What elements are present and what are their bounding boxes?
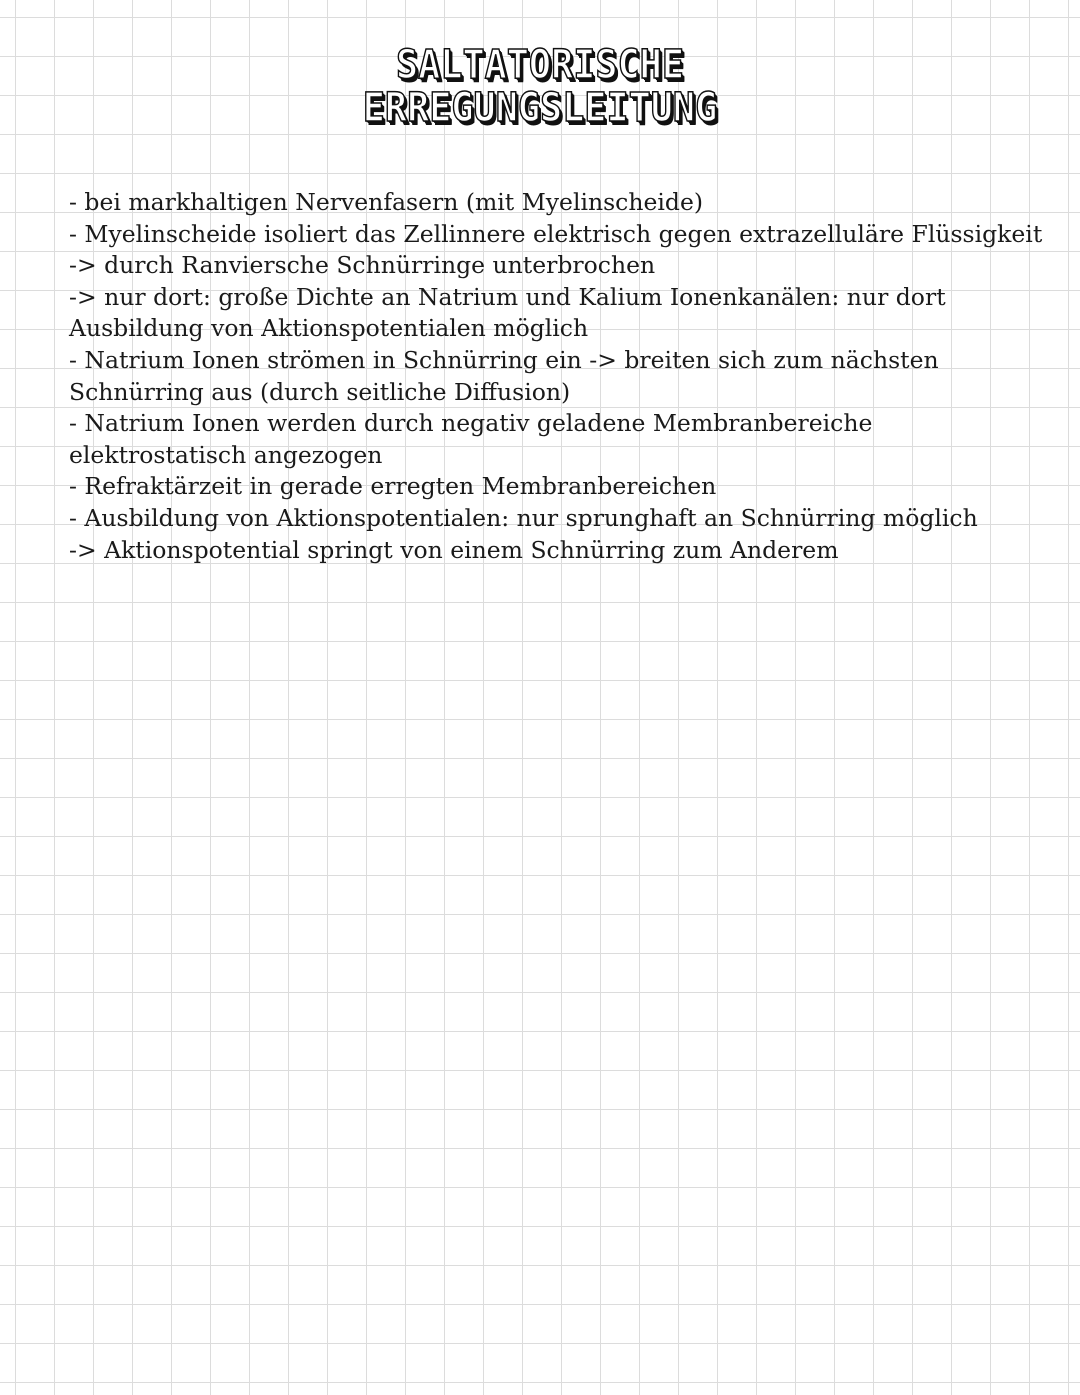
note-line: -> nur dort: große Dichte an Natrium und Kalium Ionenkanälen: nur dort bbox=[69, 282, 946, 311]
note-line: Ausbildung von Aktionspotentialen möglich bbox=[69, 314, 589, 343]
note-line: - Myelinscheide isoliert das Zellinnere elektrisch gegen extrazelluläre Flüssigkeit bbox=[69, 219, 1043, 248]
title-line-2: ERREGUNGSLEITUNG bbox=[362, 85, 718, 131]
note-line: -> durch Ranviersche Schnürringe unterbrochen bbox=[69, 251, 656, 280]
note-line: - Natrium Ionen werden durch negativ geladene Membranbereiche bbox=[69, 409, 873, 438]
title-line-1: SALTATORISCHE bbox=[395, 42, 685, 88]
note-line: - bei markhaltigen Nervenfasern (mit Myelinscheide) bbox=[69, 188, 704, 216]
note-line: -> Aktionspotential springt von einem Schnürring zum Anderem bbox=[69, 535, 839, 564]
note-line: Schnürring aus (durch seitliche Diffusion) bbox=[69, 377, 571, 406]
note-line: - Ausbildung von Aktionspotentialen: nur sprunghaft an Schnürring möglich bbox=[69, 503, 978, 532]
note-line: - Refraktärzeit in gerade erregten Membranbereichen bbox=[69, 472, 717, 501]
note-line: - Natrium Ionen strömen in Schnürring ein -> breiten sich zum nächsten bbox=[69, 345, 939, 374]
note-line: elektrostatisch angezogen bbox=[69, 440, 383, 469]
page-title bbox=[0, 44, 1080, 129]
notes-body bbox=[69, 187, 1049, 566]
